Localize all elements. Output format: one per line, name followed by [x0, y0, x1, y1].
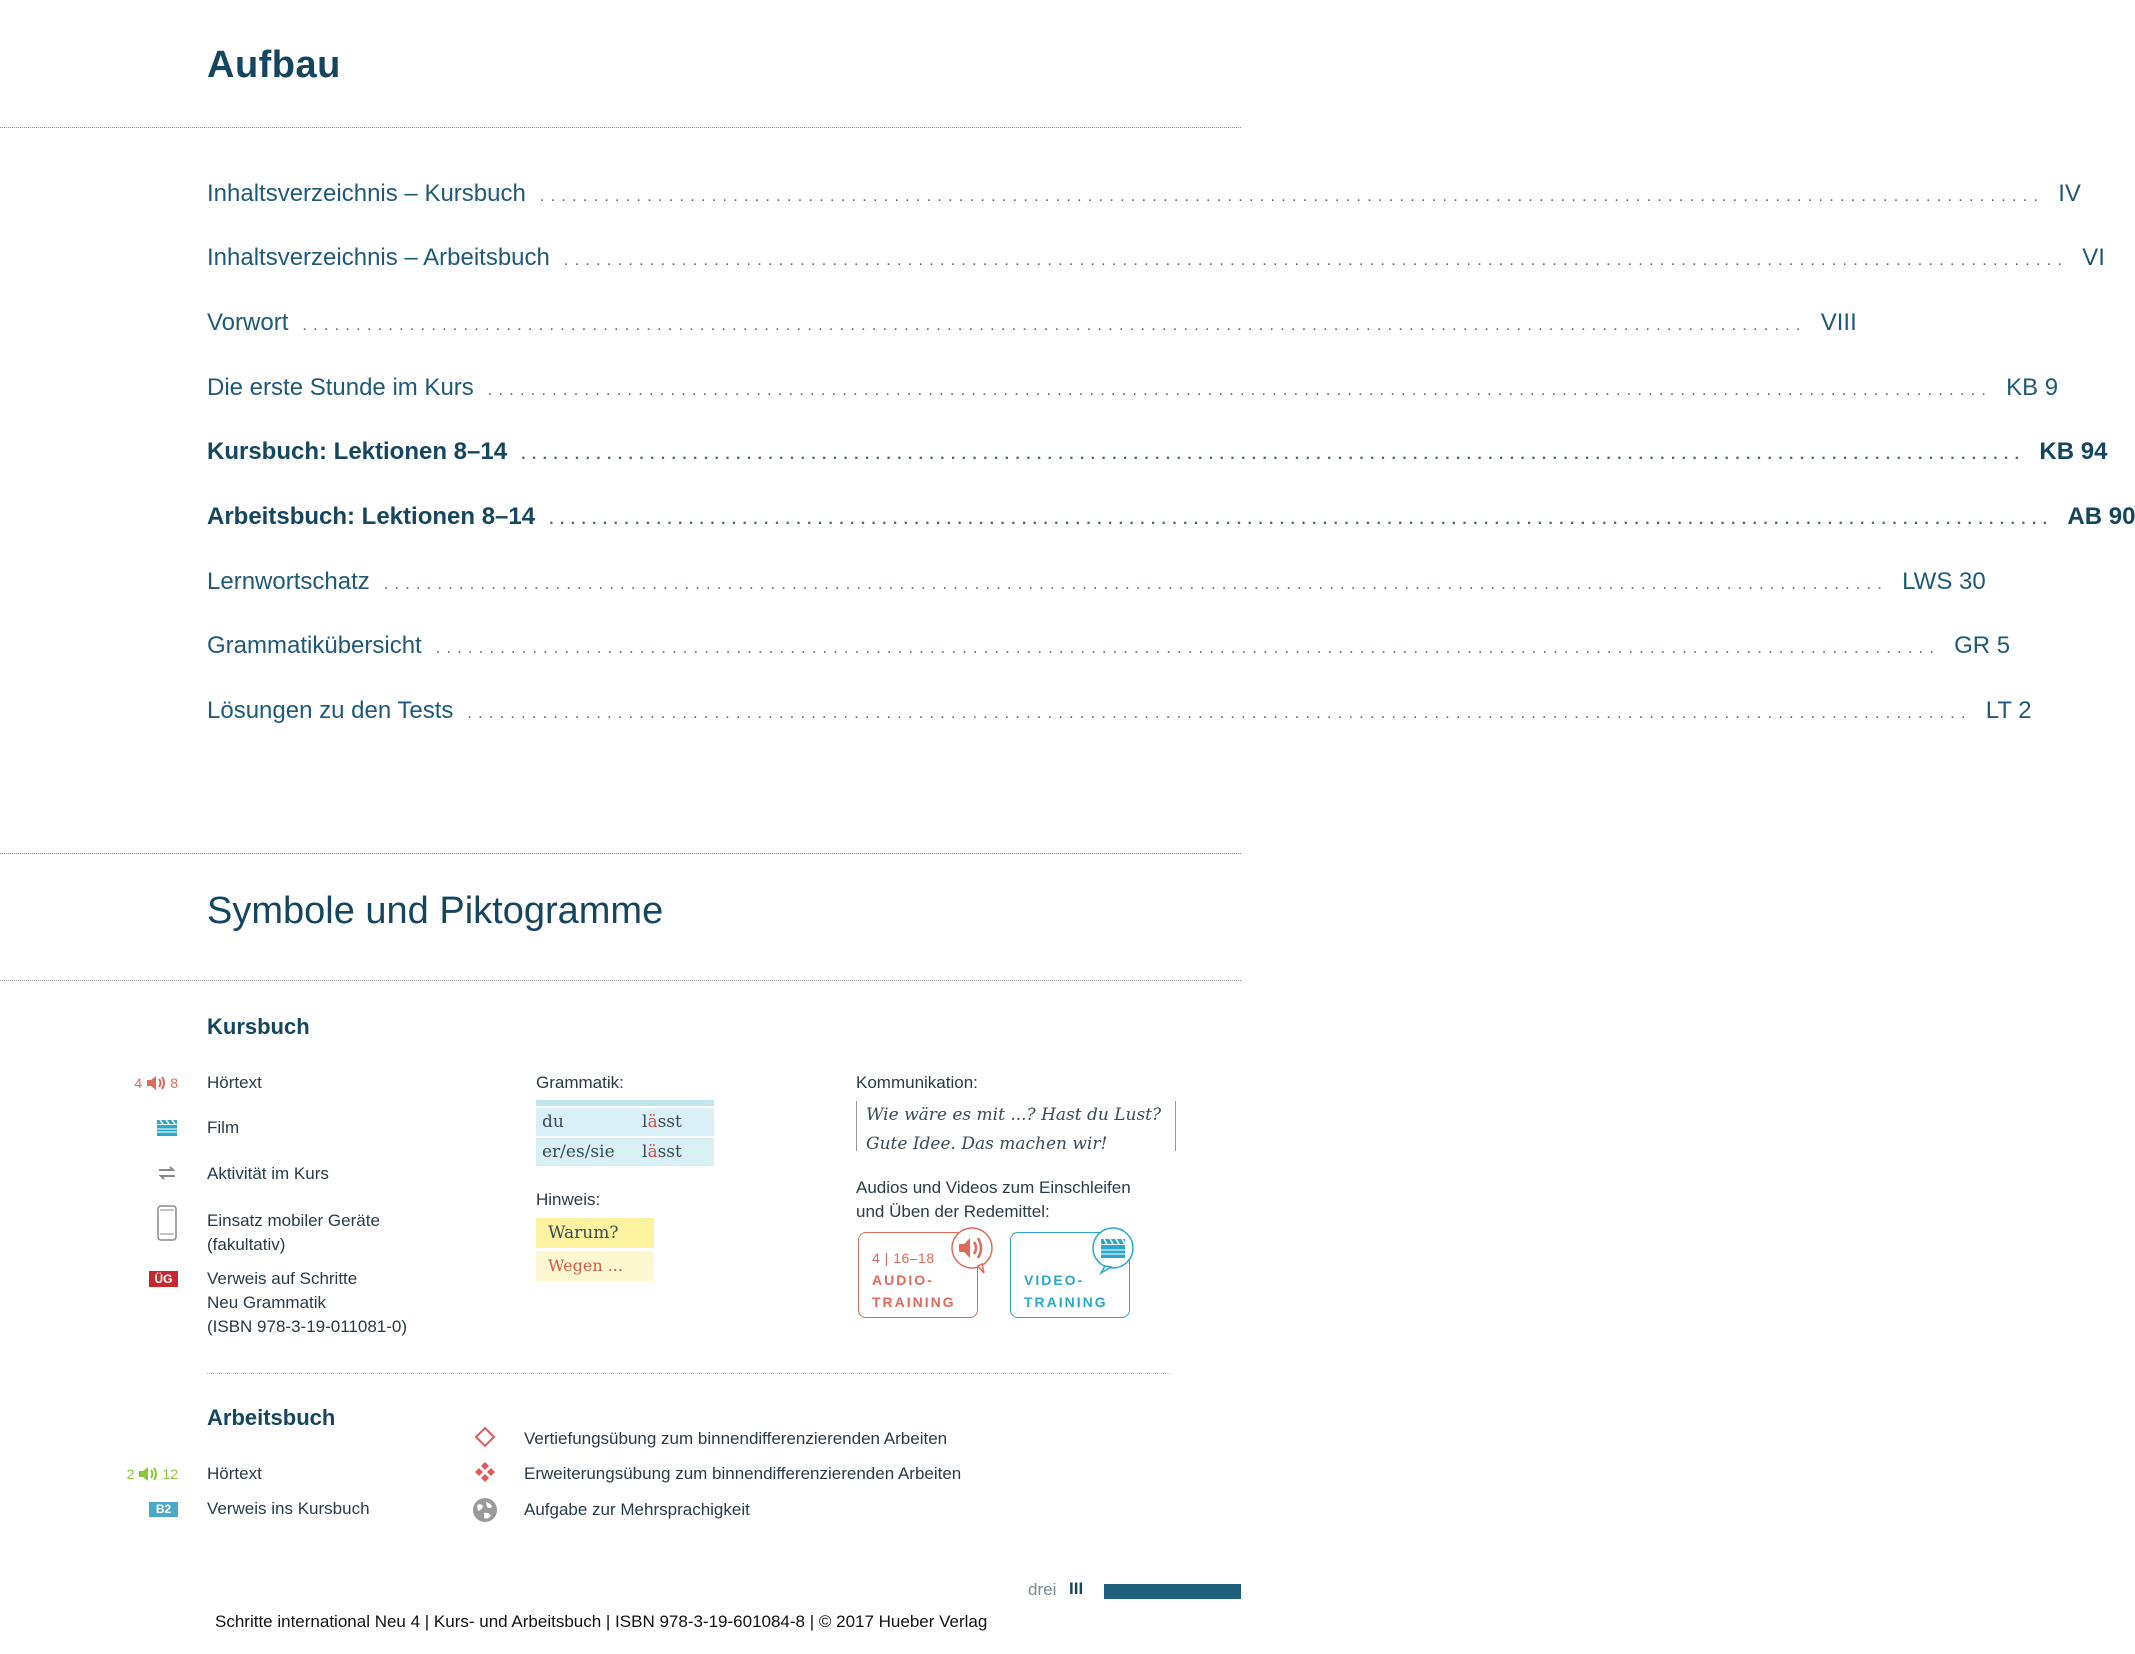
verb-rest: sst — [657, 1142, 682, 1162]
toc-entry-page: VIII — [1820, 309, 1857, 336]
toc-entry — [207, 180, 2081, 216]
audio-training-tracks: 4 | 16–18 — [872, 1250, 935, 1266]
grammatik-pronoun: du — [542, 1112, 564, 1132]
toc-entry-title: Vorwort — [207, 309, 289, 336]
grammatik-row — [536, 1108, 714, 1136]
audio-cd-number: 2 — [126, 1466, 135, 1482]
b2-badge: B2 — [149, 1502, 178, 1517]
toc-leader-dots: ............................................................................................................................................ — [563, 252, 2069, 269]
toc-entry-title: Die erste Stunde im Kurs — [207, 374, 474, 401]
video-training-line1: VIDEO- — [1024, 1272, 1085, 1288]
toc-entry — [207, 503, 2135, 539]
toc-leader-dots: ............................................................................................................................................ — [383, 576, 1889, 593]
toc-entry-title: Inhaltsverzeichnis – Arbeitsbuch — [207, 244, 550, 271]
toc-entry — [207, 438, 2108, 474]
audio-track-number: 8 — [170, 1075, 178, 1091]
audios-line1: Audios und Videos zum Einschleifen — [856, 1178, 1131, 1197]
toc-leader-dots: ............................................................................................................................................ — [302, 317, 1807, 334]
mobil-label — [207, 1209, 380, 1257]
ab-hoertext-label: Hörtext — [207, 1464, 262, 1483]
toc-entry-page: IV — [2058, 180, 2081, 207]
toc-entry — [207, 697, 2032, 733]
toc-entry-title: Grammatikübersicht — [207, 632, 422, 659]
divider — [0, 980, 1241, 981]
kommunikation-line2: Gute Idee. Das machen wir! — [866, 1134, 1108, 1154]
footer-accent-bar — [1104, 1584, 1241, 1599]
grammatik-verb — [636, 1112, 682, 1132]
hinweis-label: Hinweis: — [536, 1190, 601, 1209]
audio-training-line1: AUDIO- — [872, 1272, 934, 1288]
grammatik-table-header — [536, 1100, 714, 1106]
toc-entry-title: Lösungen zu den Tests — [207, 697, 454, 724]
ug-badge: ÜG — [149, 1271, 178, 1287]
mobile-phone-icon — [154, 1204, 178, 1242]
toc-entry-title: Inhaltsverzeichnis – Kursbuch — [207, 180, 526, 207]
mobil-label-line2: (fakultativ) — [207, 1235, 286, 1254]
verb-rest: sst — [657, 1112, 682, 1132]
verb-stem: l — [642, 1142, 648, 1162]
verb-umlaut: ä — [647, 1142, 658, 1162]
toc-leader-dots: ............................................................................................................................................ — [467, 705, 1972, 722]
verb-stem: l — [642, 1112, 648, 1132]
toc-entry — [207, 374, 2059, 410]
toc-leader-dots: ............................................................................................................................................ — [435, 640, 1941, 657]
audio-cd-number: 4 — [134, 1075, 143, 1091]
divider — [0, 853, 1241, 854]
toc-entry-title: Arbeitsbuch: Lektionen 8–14 — [207, 503, 536, 530]
ab-verweis-label: Verweis ins Kursbuch — [207, 1499, 370, 1518]
kursbuch-title: Kursbuch — [207, 1014, 310, 1039]
toc-entry — [207, 568, 1986, 604]
audios-line2: und Üben der Redemittel: — [856, 1202, 1050, 1221]
hinweis-box-1: Warum? — [536, 1218, 654, 1248]
kommunikation-label: Kommunikation: — [856, 1073, 978, 1092]
globe-icon — [472, 1497, 498, 1528]
toc-leader-dots: ............................................................................................................................................ — [539, 188, 2045, 205]
grammatik-verb — [636, 1142, 682, 1162]
verweis-grammatik-label — [207, 1267, 407, 1339]
film-icon — [154, 1118, 178, 1138]
diamond-quad-icon — [474, 1461, 496, 1488]
grammatik-row — [536, 1138, 714, 1166]
toc-entry-page: GR 5 — [1954, 632, 2011, 659]
audios-videos-label — [856, 1176, 1131, 1224]
toc-entry — [207, 632, 2011, 668]
vertiefung-label: Vertiefungsübung zum binnendifferenzierenden Arbeiten — [524, 1429, 948, 1448]
erweiterung-label: Erweiterungsübung zum binnendifferenzierenden Arbeiten — [524, 1464, 962, 1483]
toc-entry-page: LT 2 — [1985, 697, 2032, 724]
kommunikation-box — [856, 1101, 1176, 1154]
section-divider — [207, 1373, 1170, 1374]
diamond-outline-icon — [474, 1426, 496, 1453]
arbeitsbuch-title: Arbeitsbuch — [207, 1405, 336, 1430]
toc-entry-page: KB 94 — [2039, 438, 2108, 465]
toc-entry — [207, 244, 2105, 280]
mehrsprachig-label: Aufgabe zur Mehrsprachigkeit — [524, 1500, 750, 1519]
toc-leader-dots: ............................................................................................................................................ — [521, 446, 2026, 463]
aktivitaet-label: Aktivität im Kurs — [207, 1164, 329, 1183]
hoertext-label: Hörtext — [207, 1073, 262, 1092]
toc-entry-page: AB 90 — [2067, 503, 2135, 530]
audio-track-number: 12 — [162, 1466, 178, 1482]
kommunikation-line1: Wie wäre es mit ...? Hast du Lust? — [866, 1105, 1162, 1125]
footer-text: Schritte international Neu 4 | Kurs- und Arbeitsbuch | ISBN 978-3-19-601084-8 | © 2017 Hueber Verlag — [215, 1612, 988, 1631]
audio-track-icon-arbeitsbuch — [110, 1464, 178, 1484]
audio-training-line2: TRAINING — [872, 1294, 956, 1310]
toc-entry-page: KB 9 — [2006, 374, 2059, 401]
mobil-label-line1: Einsatz mobiler Geräte — [207, 1211, 380, 1230]
page-number-word: drei — [1028, 1580, 1057, 1599]
film-bubble-icon — [1089, 1226, 1137, 1279]
section-title-symbole: Symbole und Piktogramme — [207, 890, 664, 932]
toc-entry-page: LWS 30 — [1902, 568, 1986, 595]
video-training-line2: TRAINING — [1024, 1294, 1108, 1310]
speaker-icon — [137, 1465, 159, 1483]
page-title-aufbau: Aufbau — [207, 44, 341, 86]
page-number-roman: III — [1069, 1579, 1084, 1598]
audio-track-icon — [110, 1073, 178, 1093]
film-label: Film — [207, 1118, 240, 1137]
toc-leader-dots: ............................................................................................................................................ — [487, 382, 1993, 399]
verweis-line2: Neu Grammatik — [207, 1293, 327, 1312]
verb-umlaut: ä — [647, 1112, 658, 1132]
grammatik-pronoun: er/es/sie — [542, 1142, 615, 1162]
speaker-bubble-icon — [948, 1226, 996, 1279]
toc-leader-dots: ............................................................................................................................................ — [549, 511, 2054, 528]
speaker-icon — [145, 1074, 167, 1092]
toc-entry-title: Lernwortschatz — [207, 568, 370, 595]
grammatik-label: Grammatik: — [536, 1073, 624, 1092]
activity-swap-icon — [154, 1163, 178, 1183]
toc-entry-title: Kursbuch: Lektionen 8–14 — [207, 438, 508, 465]
grammatik-table — [536, 1100, 714, 1166]
toc-entry — [207, 309, 1857, 345]
divider — [0, 127, 1241, 128]
verweis-line1: Verweis auf Schritte — [207, 1269, 358, 1288]
toc-entry-page: VI — [2082, 244, 2105, 271]
verweis-line3: (ISBN 978-3-19-011081-0) — [207, 1317, 408, 1336]
hinweis-box-2: Wegen ... — [536, 1251, 654, 1281]
